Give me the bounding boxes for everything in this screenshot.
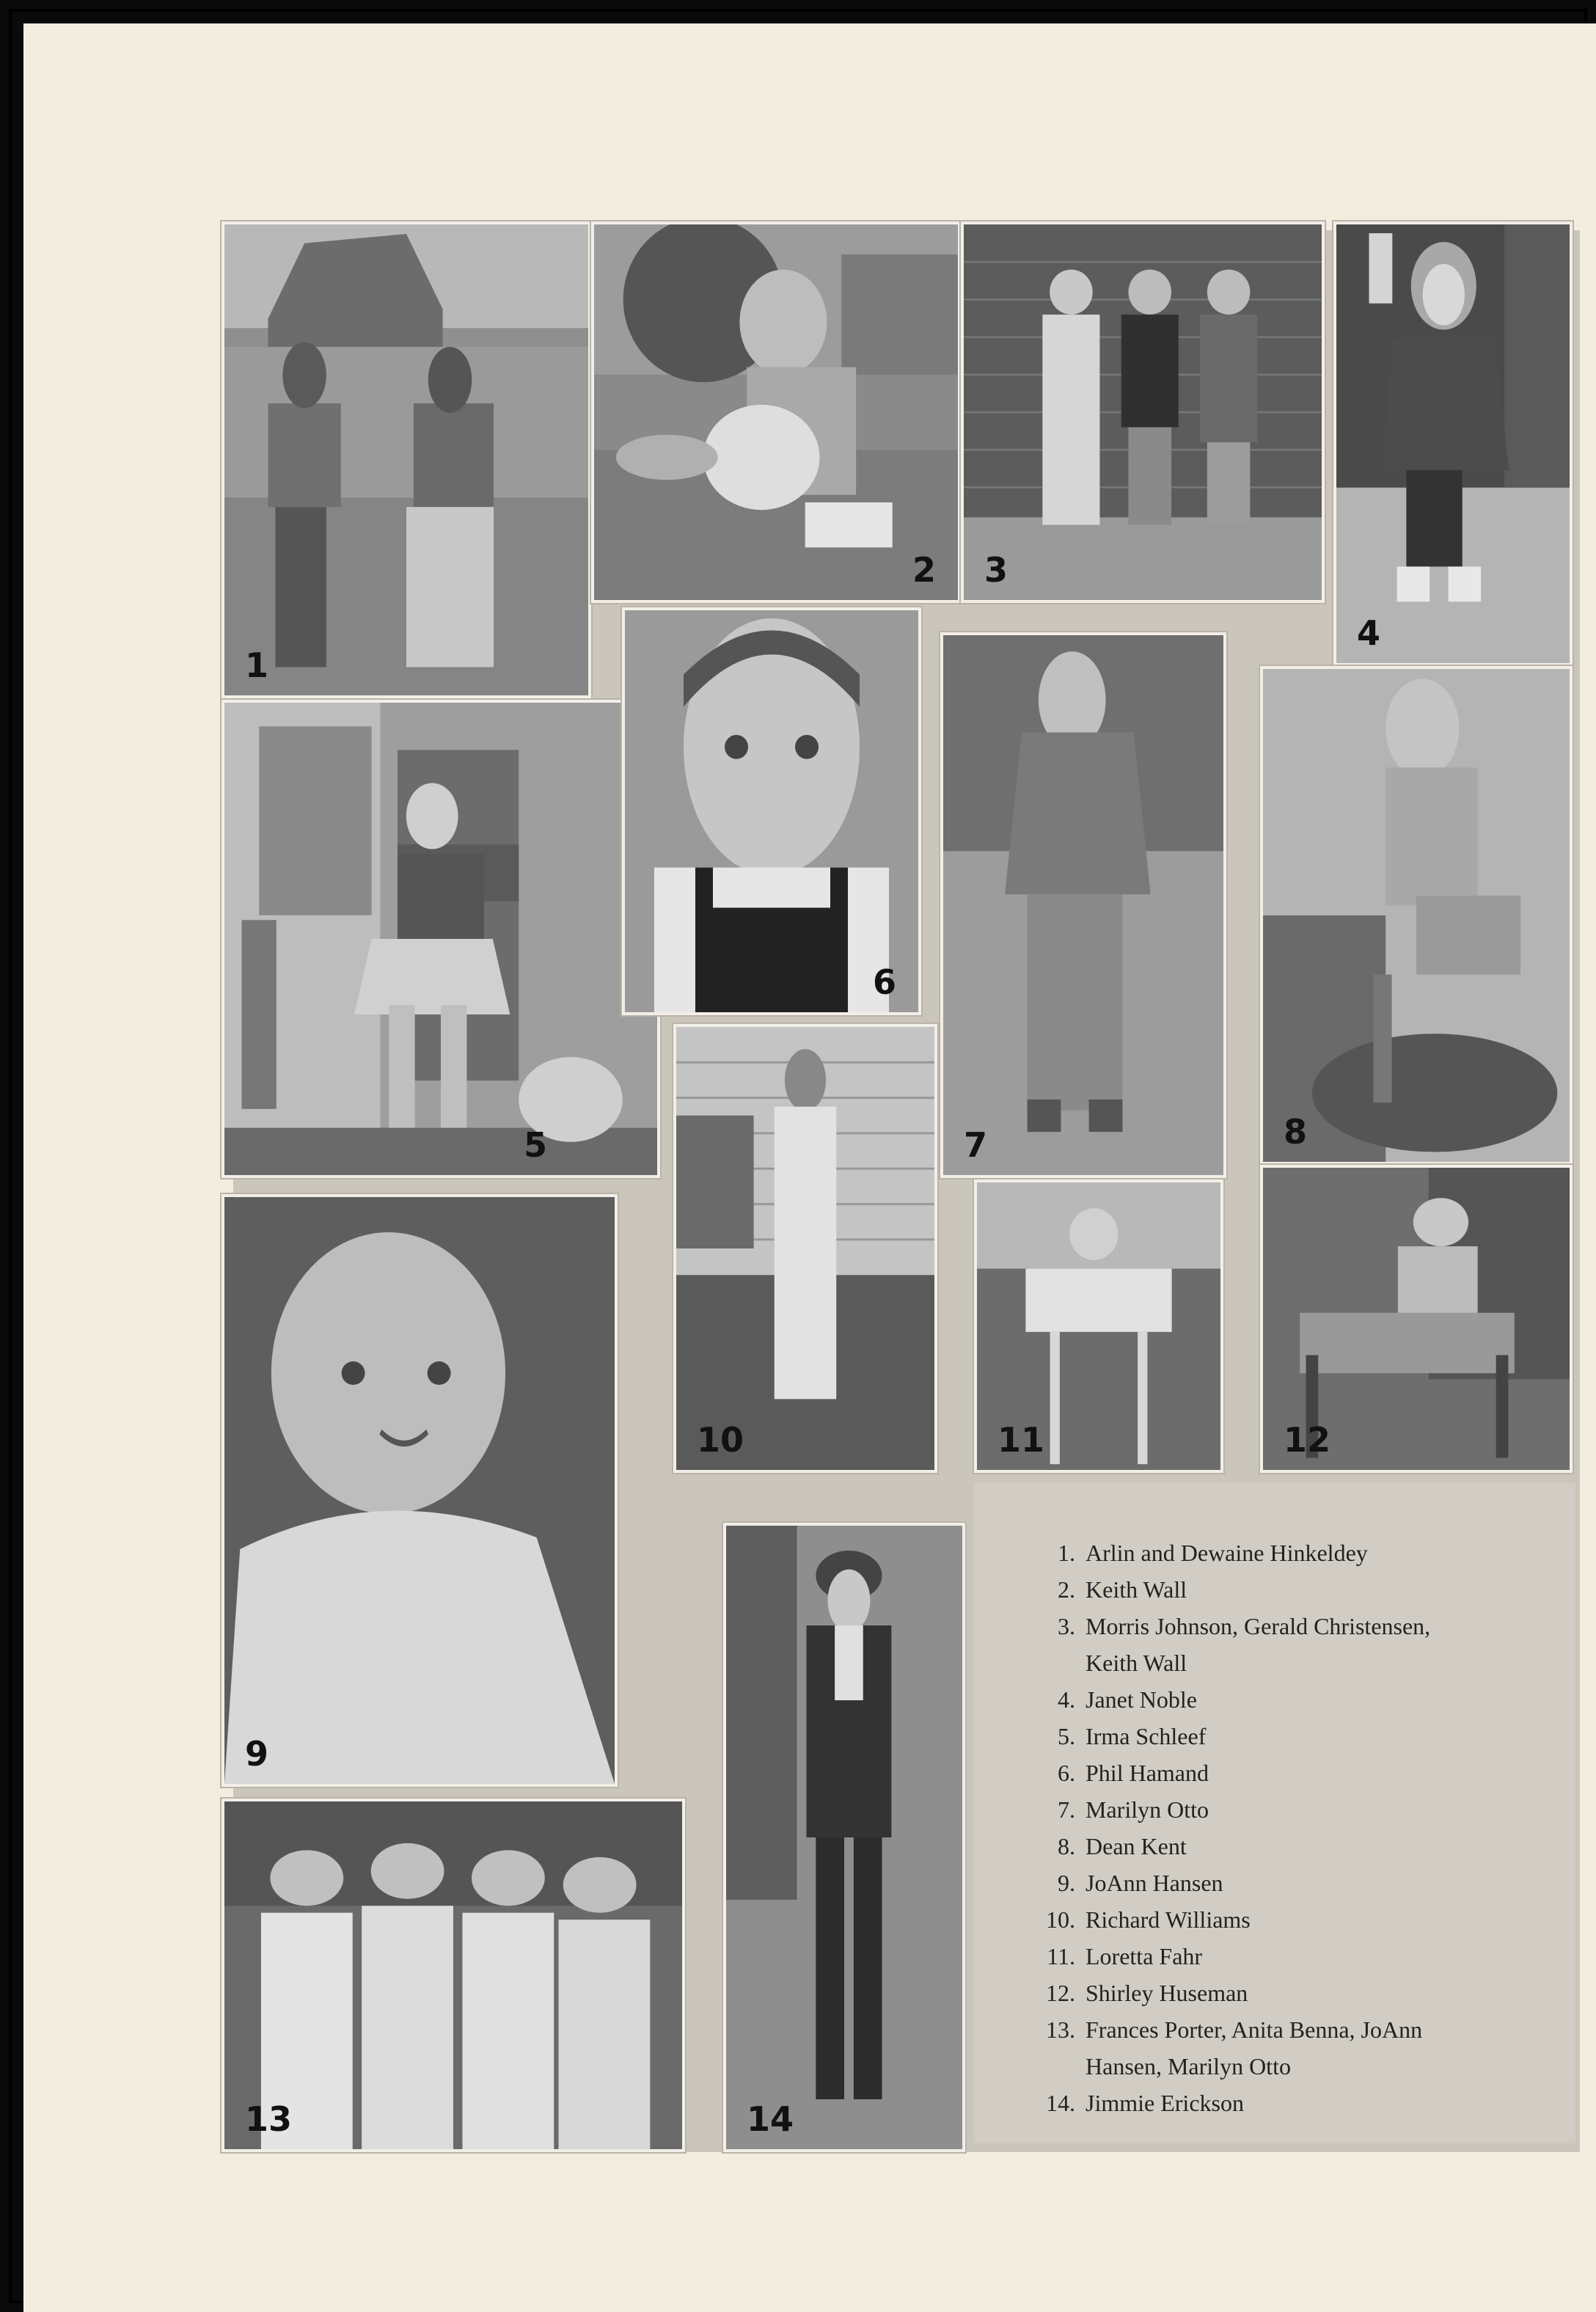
photo-5 bbox=[222, 700, 660, 1178]
photo-6-image bbox=[625, 610, 918, 1012]
photo-8-image bbox=[1263, 669, 1570, 1162]
photo-9 bbox=[222, 1194, 618, 1787]
photo-8 bbox=[1260, 666, 1573, 1165]
yearbook-page bbox=[23, 23, 1596, 2312]
photo-8-number: 8 bbox=[1284, 1112, 1308, 1152]
caption-item bbox=[1037, 1828, 1575, 1865]
caption-text: Keith Wall bbox=[1086, 1576, 1187, 1603]
caption-item bbox=[1037, 2011, 1575, 2085]
caption-text: Marilyn Otto bbox=[1086, 1796, 1209, 1823]
caption-text: Frances Porter, Anita Benna, JoAnn bbox=[1086, 2016, 1423, 2043]
caption-text: JoAnn Hansen bbox=[1086, 1870, 1223, 1896]
page-frame bbox=[9, 9, 1587, 2303]
photo-9-number: 9 bbox=[245, 1734, 269, 1774]
photo-7-number: 7 bbox=[964, 1125, 988, 1165]
photo-3 bbox=[961, 222, 1325, 603]
photo-10-image bbox=[676, 1027, 934, 1470]
caption-text: Janet Noble bbox=[1086, 1686, 1197, 1713]
photo-6 bbox=[622, 607, 921, 1015]
caption-item bbox=[1037, 1901, 1575, 1938]
photo-9-image bbox=[224, 1197, 615, 1784]
caption-number: 13. bbox=[1046, 2016, 1075, 2043]
photo-3-number: 3 bbox=[984, 550, 1009, 590]
caption-number: 9. bbox=[1058, 1870, 1075, 1896]
caption-text: Dean Kent bbox=[1086, 1833, 1187, 1859]
photo-1-image bbox=[224, 224, 588, 695]
photo-6-number: 6 bbox=[872, 962, 896, 1002]
caption-number: 7. bbox=[1058, 1796, 1075, 1823]
caption-item bbox=[1037, 1681, 1575, 1718]
photo-5-image bbox=[224, 703, 657, 1175]
caption-item bbox=[1037, 1975, 1575, 2011]
caption-item bbox=[1037, 2085, 1575, 2121]
caption-number: 3. bbox=[1058, 1613, 1075, 1639]
caption-number: 2. bbox=[1058, 1576, 1075, 1603]
caption-text: Arlin and Dewaine Hinkeldey bbox=[1086, 1540, 1368, 1566]
caption-number: 5. bbox=[1058, 1723, 1075, 1749]
photo-13-number: 13 bbox=[245, 2099, 293, 2139]
caption-number: 10. bbox=[1046, 1906, 1075, 1933]
photo-13 bbox=[222, 1799, 685, 2152]
photo-2 bbox=[591, 222, 961, 603]
caption-item bbox=[1037, 1791, 1575, 1828]
photo-1-number: 1 bbox=[245, 645, 269, 685]
photo-3-image bbox=[964, 224, 1322, 600]
photo-5-number: 5 bbox=[523, 1125, 547, 1165]
caption-item bbox=[1037, 1865, 1575, 1901]
photo-10-number: 10 bbox=[697, 1420, 744, 1460]
caption-number: 11. bbox=[1047, 1943, 1075, 1969]
photo-14-number: 14 bbox=[747, 2099, 794, 2139]
photo-13-image bbox=[224, 1801, 682, 2149]
photo-1 bbox=[222, 222, 591, 698]
caption-text: Jimmie Erickson bbox=[1086, 2090, 1244, 2116]
caption-number: 8. bbox=[1058, 1833, 1075, 1859]
photo-2-image bbox=[594, 224, 958, 600]
caption-text: Irma Schleef bbox=[1086, 1723, 1207, 1749]
caption-text: Shirley Huseman bbox=[1086, 1980, 1248, 2006]
caption-panel bbox=[974, 1483, 1575, 2143]
caption-number: 12. bbox=[1046, 1980, 1075, 2006]
photo-12 bbox=[1260, 1165, 1573, 1473]
caption-item bbox=[1037, 1534, 1575, 1571]
caption-number: 1. bbox=[1058, 1540, 1075, 1566]
photo-14 bbox=[723, 1523, 965, 2152]
caption-number: 6. bbox=[1058, 1760, 1075, 1786]
caption-list bbox=[974, 1483, 1575, 2121]
caption-item bbox=[1037, 1608, 1575, 1681]
photo-7 bbox=[940, 632, 1226, 1178]
caption-item bbox=[1037, 1718, 1575, 1755]
caption-text: Morris Johnson, Gerald Christensen, bbox=[1086, 1613, 1431, 1639]
caption-item bbox=[1037, 1755, 1575, 1791]
photo-11 bbox=[974, 1179, 1223, 1473]
photo-14-image bbox=[726, 1526, 962, 2149]
photo-4-image bbox=[1336, 224, 1570, 663]
photo-10 bbox=[673, 1024, 937, 1473]
caption-number: 4. bbox=[1058, 1686, 1075, 1713]
caption-text: Richard Williams bbox=[1086, 1906, 1251, 1933]
photo-7-image bbox=[943, 635, 1223, 1175]
caption-number: 14. bbox=[1046, 2090, 1075, 2116]
photo-12-number: 12 bbox=[1284, 1420, 1331, 1460]
photo-4-number: 4 bbox=[1357, 613, 1381, 653]
caption-text: Loretta Fahr bbox=[1086, 1943, 1203, 1969]
photo-4 bbox=[1333, 222, 1573, 666]
photo-2-number: 2 bbox=[912, 550, 936, 590]
caption-text-continued: Keith Wall bbox=[1086, 1650, 1187, 1676]
caption-item bbox=[1037, 1571, 1575, 1608]
caption-text-continued: Hansen, Marilyn Otto bbox=[1086, 2053, 1291, 2079]
caption-text: Phil Hamand bbox=[1086, 1760, 1209, 1786]
photo-11-number: 11 bbox=[997, 1420, 1045, 1460]
caption-item bbox=[1037, 1938, 1575, 1975]
